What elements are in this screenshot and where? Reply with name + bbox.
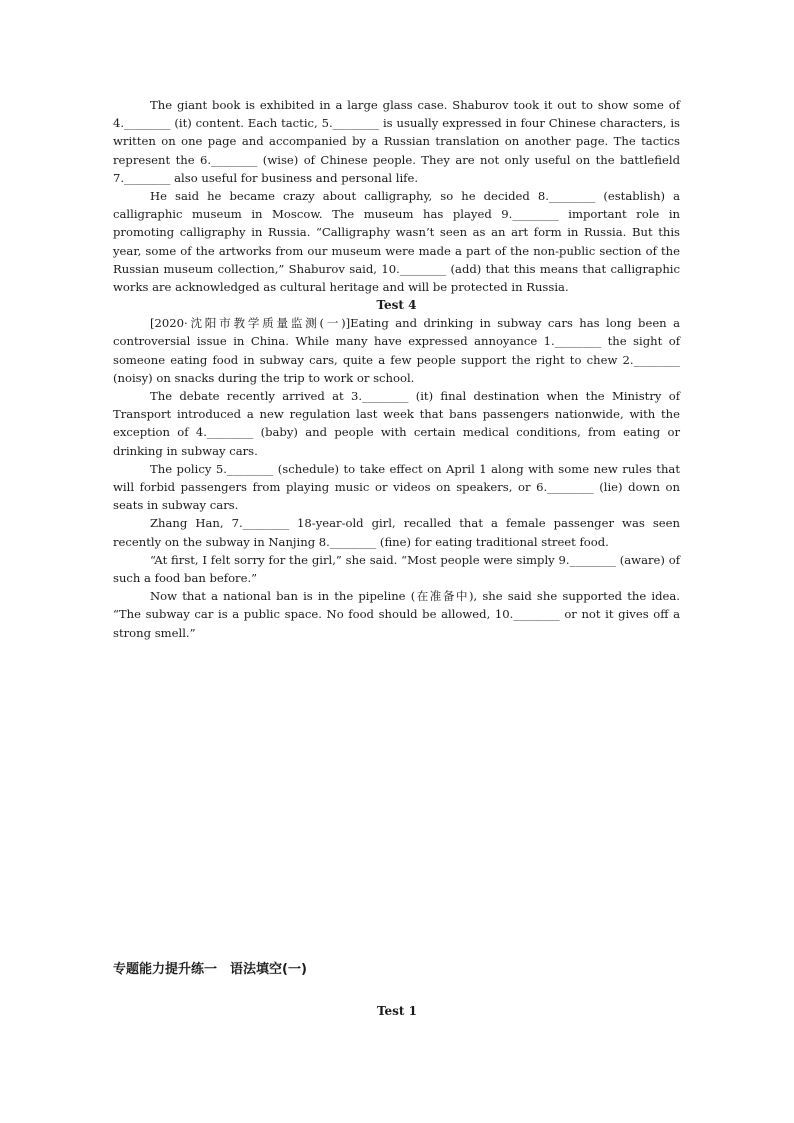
test4-title: Test 4 (376, 298, 417, 313)
paragraph-policy: The policy 5.________ (schedule) to take effect on April 1 along with some new rules that will forbid passengers from playing music or videos on speakers, or 6.________ (lie) down on seats in subway cars. (113, 461, 680, 513)
paragraph-book: The giant book is exhibited in a large glass case. Shaburov took it out to show some of 4.________ (it) content. Each tactic, 5.________ is usually expressed in four Chinese characters, is written on one page and accompanied by a Russian translation on another page. The tactics represent the 6.________ (wise) of Chinese people. They are not only useful on the battlefield 7.________ also useful for business and personal life. (113, 98, 680, 185)
paragraph-debate: The debate recently arrived at 3.________ (it) final destination when the Ministry of Transport introduced a new regulation last week that bans passengers nationwide, with the exception of 4.________ (baby) and people with certain medical conditions, from eating or drinking in subway cars. (113, 389, 680, 458)
next-test-title: Test 1 (376, 1004, 417, 1018)
section-heading: 专题能力提升练一 语法填空(一) (113, 962, 307, 977)
paragraph-zhang-han: Zhang Han, 7.________ 18-year-old girl, recalled that a female passenger was seen recently on the subway in Nanjing 8.________ (fine) for eating traditional street food. (113, 516, 680, 549)
document-body (113, 96, 680, 642)
paragraph-national-ban: Now that a national ban is in the pipeline (在准备中), she said she supported the idea. “The subway car is a public space. No food should be allowed, 10.________ or not it gives off a strong smell.” (113, 589, 680, 640)
paragraph-museum: He said he became crazy about calligraphy, so he decided 8.________ (establish) a calligraphic museum in Moscow. The museum has played 9.________ important role in promoting calligraphy in Russia. “Calligraphy wasn’t seen as an art form in Russia. But this year, some of the artworks from our museum were made a part of the non-public section of the Russian museum collection,” Shaburov said, 10.________ (add) that this means that calligraphic works are acknowledged as cultural heritage and will be protected in Russia. (113, 189, 680, 295)
paragraph-subway-intro: [2020·沈阳市教学质量监测(一)]Eating and drinking in subway cars has long been a controversial issue in China. While many have expressed annoyance 1.________ the sight of someone eating food in subway cars, quite a few people support the right to chew 2.________ (noisy) on snacks during the trip to work or school. (113, 316, 680, 385)
paragraph-quote: “At first, I felt sorry for the girl,” she said. “Most people were simply 9.________ (aware) of such a food ban before.” (113, 552, 680, 586)
